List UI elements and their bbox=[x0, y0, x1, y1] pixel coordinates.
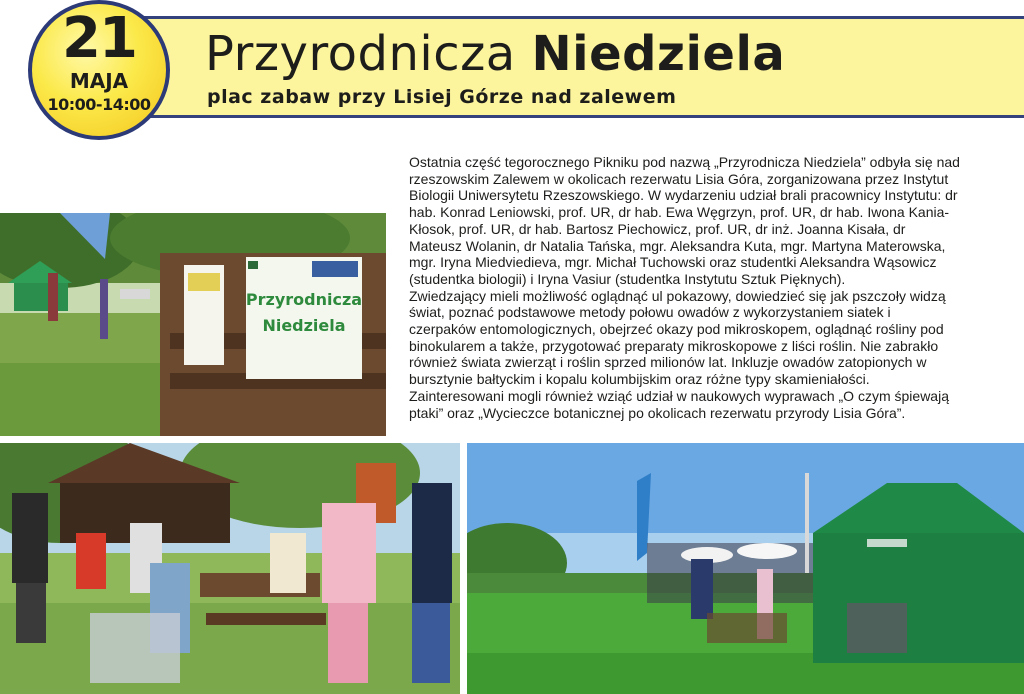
date-month: MAJA bbox=[69, 69, 129, 93]
article-paragraph: Zwiedzający mieli możliwość oglądnąć ul pokazowy, dowiedzieć się jak pszczoły widzą świat, poznać podstawowe metody połowu owadów z wykorzystaniem siatek i czerpaków entomologicznych, obejrzeć okazy pod mikroskopem, oglądnąć rośliny pod binokularem a także, przygotować preparaty mikroskopowe z liści roślin. Nie zabrakło również świata zwierząt i roślin sprzed milionów lat. Inkluzje owadów zatopionych w bursztynie bałtyckim i kopalu kolumbijskim oraz różne typy skamieniałości. bbox=[409, 287, 946, 388]
title-bold: Niedziela bbox=[531, 26, 786, 82]
photo-banner-line2: Niedziela bbox=[262, 316, 346, 335]
title-regular: Przyrodnicza bbox=[205, 26, 516, 82]
date-day: 21 bbox=[62, 6, 136, 71]
article-body bbox=[409, 154, 961, 421]
photo-crowd-tables bbox=[0, 443, 460, 694]
article-paragraph: Ostatnia część tegorocznego Pikniku pod nazwą „Przyrodnicza Niedziela” odbyła się nad rzeszowskim Zalewem w okolicach rezerwatu Lisia Góra, zorganizowana przez Instytut Biologii Uniwersytetu Rzeszowskiego. W wydarzeniu udział brali pracownicy Instytutu: dr hab. Konrad Leniowski, prof. UR, dr hab. Ewa Węgrzyn, prof. UR, dr hab. Iwona Kania-Kłosok, prof. UR, dr hab. Bartosz Piechowicz, prof. UR, dr inż. Joanna Kisała, dr Mateusz Wolanin, dr Natalia Tańska, mgr. Aleksandra Kuta, mgr. Martyna Materowska, mgr. Iryna Miedviedieva, mgr. Michał Tuchowski oraz studentki Aleksandra Wąsowicz (studentka biologii) i Iryna Vasiur (studentka Instytutu Sztuk Pięknych). bbox=[409, 154, 960, 287]
article-paragraph: Zainteresowani mogli również wziąć udział w naukowych wyprawach „O czym śpiewają ptaki” oraz „Wycieczce botanicznej po okolicach rezerwatu przyrody Lisia Góra”. bbox=[409, 387, 949, 421]
date-hours: 10:00-14:00 bbox=[47, 95, 151, 114]
page-title bbox=[205, 23, 785, 85]
photo-banner-line1: Przyrodnicza bbox=[245, 290, 363, 309]
page-subtitle: plac zabaw przy Lisiej Górze nad zalewem bbox=[207, 86, 677, 108]
photo-green-tent bbox=[467, 443, 1024, 694]
photo-fence-banner bbox=[0, 213, 386, 436]
date-badge bbox=[28, 0, 170, 140]
